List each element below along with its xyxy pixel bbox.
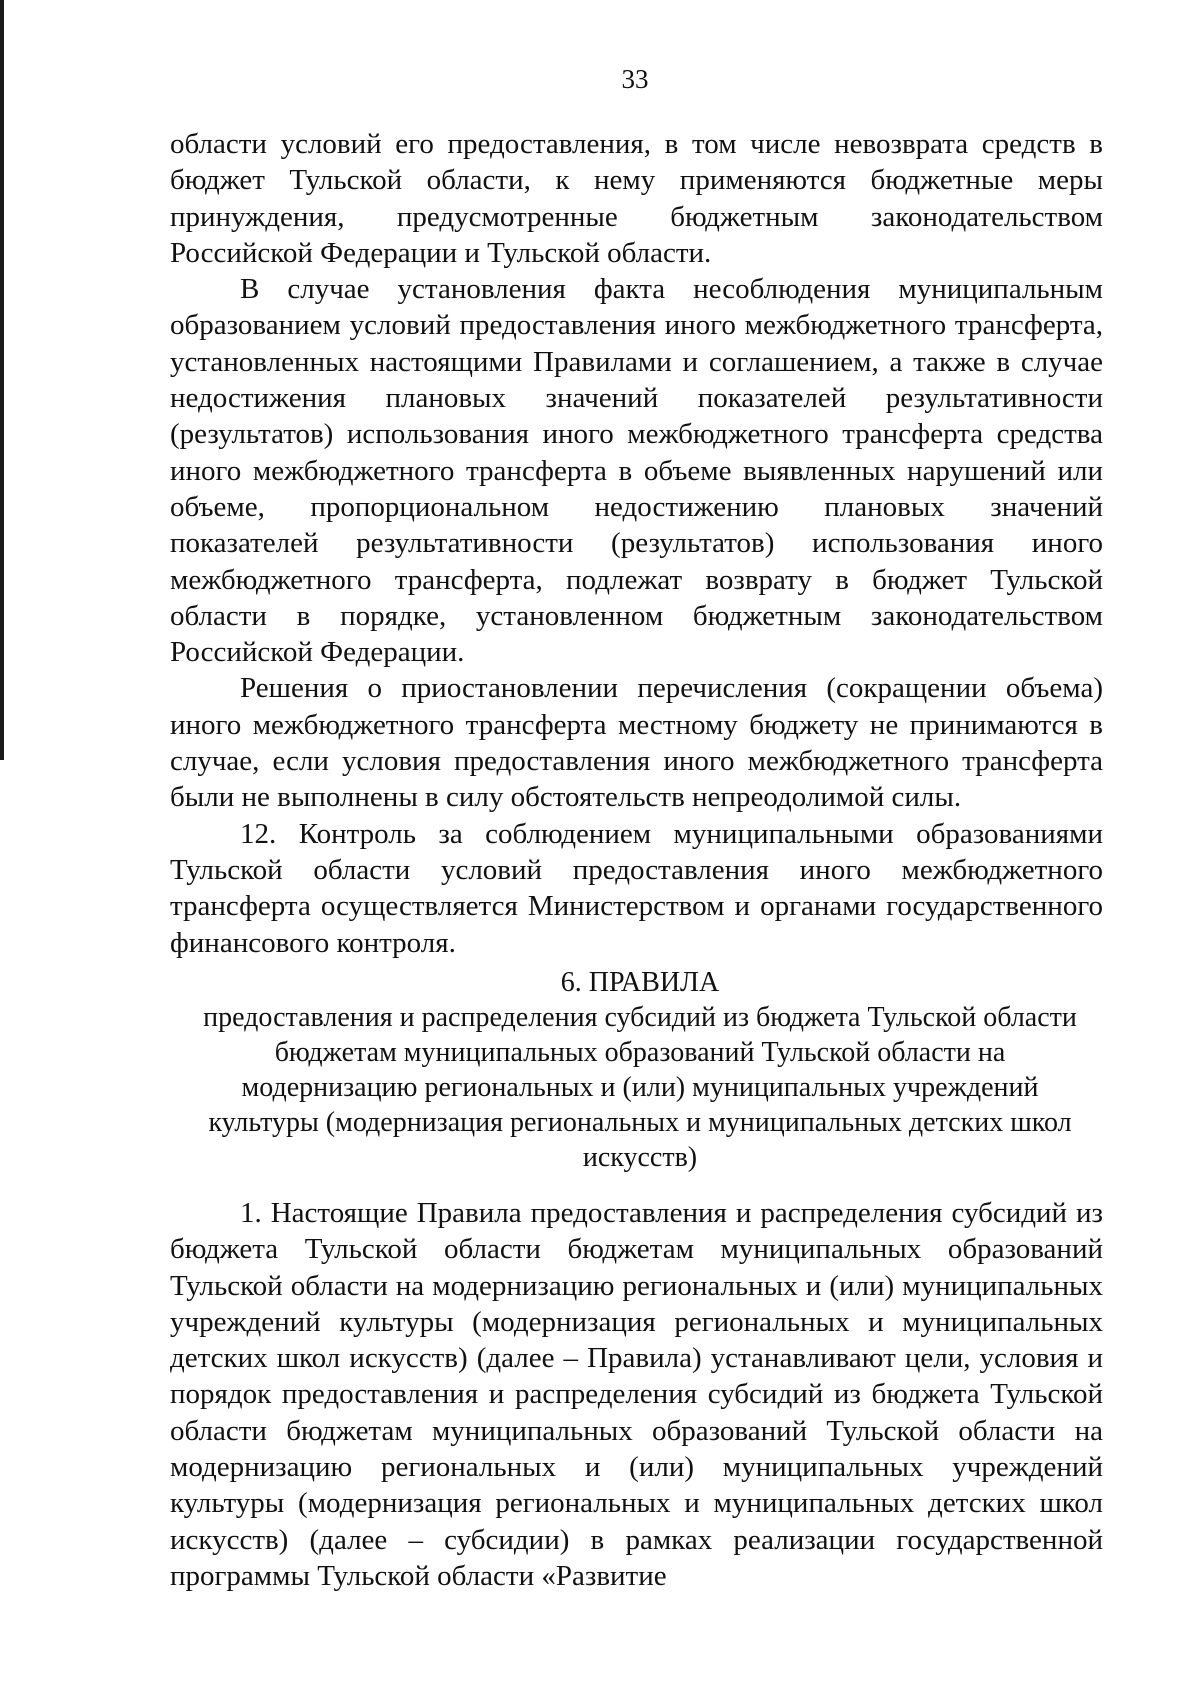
scan-edge-line [0,0,4,760]
paragraph: 12. Контроль за соблюдением муниципальными образованиями Тульской области условий предоставления иного межбюджетного трансферта осуществляется Министерством и органами государственного финансового контроля. [170,817,1103,959]
paragraph: В случае установления факта несоблюдения муниципальным образованием условий предоставления иного межбюджетного трансферта, установленных настоящими Правилами и соглашением, а также в случае недостижения плановых значений показателей результативности (результатов) использования иного межбюджетного трансферта средства иного межбюджетного трансферта в объеме выявленных нарушений или объеме, пропорциональном недостижению плановых значений показателей результативности (результатов) использования иного межбюджетного трансферта, подлежат возврату в бюджет Тульской области в порядке, установленном бюджетным законодательством Российской Федерации. [170,273,1103,669]
section-heading-number: 6. ПРАВИЛА [560,967,720,998]
page-number: 33 [621,64,649,94]
paragraph: 1. Настоящие Правила предоставления и распределения субсидий из бюджета Тульской области бюджетам муниципальных образований Тульской области на модернизацию региональных и (или) муниципальных учреждений культуры (модернизация региональных и муниципальных детских школ искусств) (далее – Правила) устанавливают цели, условия и порядок предоставления и распределения субсидий из бюджета Тульской области бюджетам муниципальных образований Тульской области на модернизацию региональных и (или) муниципальных учреждений культуры (модернизация региональных и муниципальных детских школ искусств) (далее – субсидии) в рамках реализации государственной программы Тульской области «Развитие [170,1197,1103,1592]
body-text-after-heading [170,1195,1103,1594]
paragraph: области условий его предоставления, в том числе невозврата средств в бюджет Тульской области, к нему применяются бюджетные меры принуждения, предусмотренные бюджетным законодательством Российской Федерации и Тульской области. [170,128,1103,269]
section-heading [190,965,1090,1175]
paragraph: Решения о приостановлении перечисления (сокращении объема) иного межбюджетного трансферта местному бюджету не принимаются в случае, если условия предоставления иного межбюджетного трансферта были не выполнены в силу обстоятельств непреодолимой силы. [170,672,1103,814]
section-heading-title: предоставления и распределения субсидий из бюджета Тульской области бюджетам муниципальных образований Тульской области на модернизацию региональных и (или) муниципальных учреждений культуры (модернизация региональных и муниципальных детских школ искусств) [203,1002,1077,1173]
body-text-before-heading [170,126,1103,961]
